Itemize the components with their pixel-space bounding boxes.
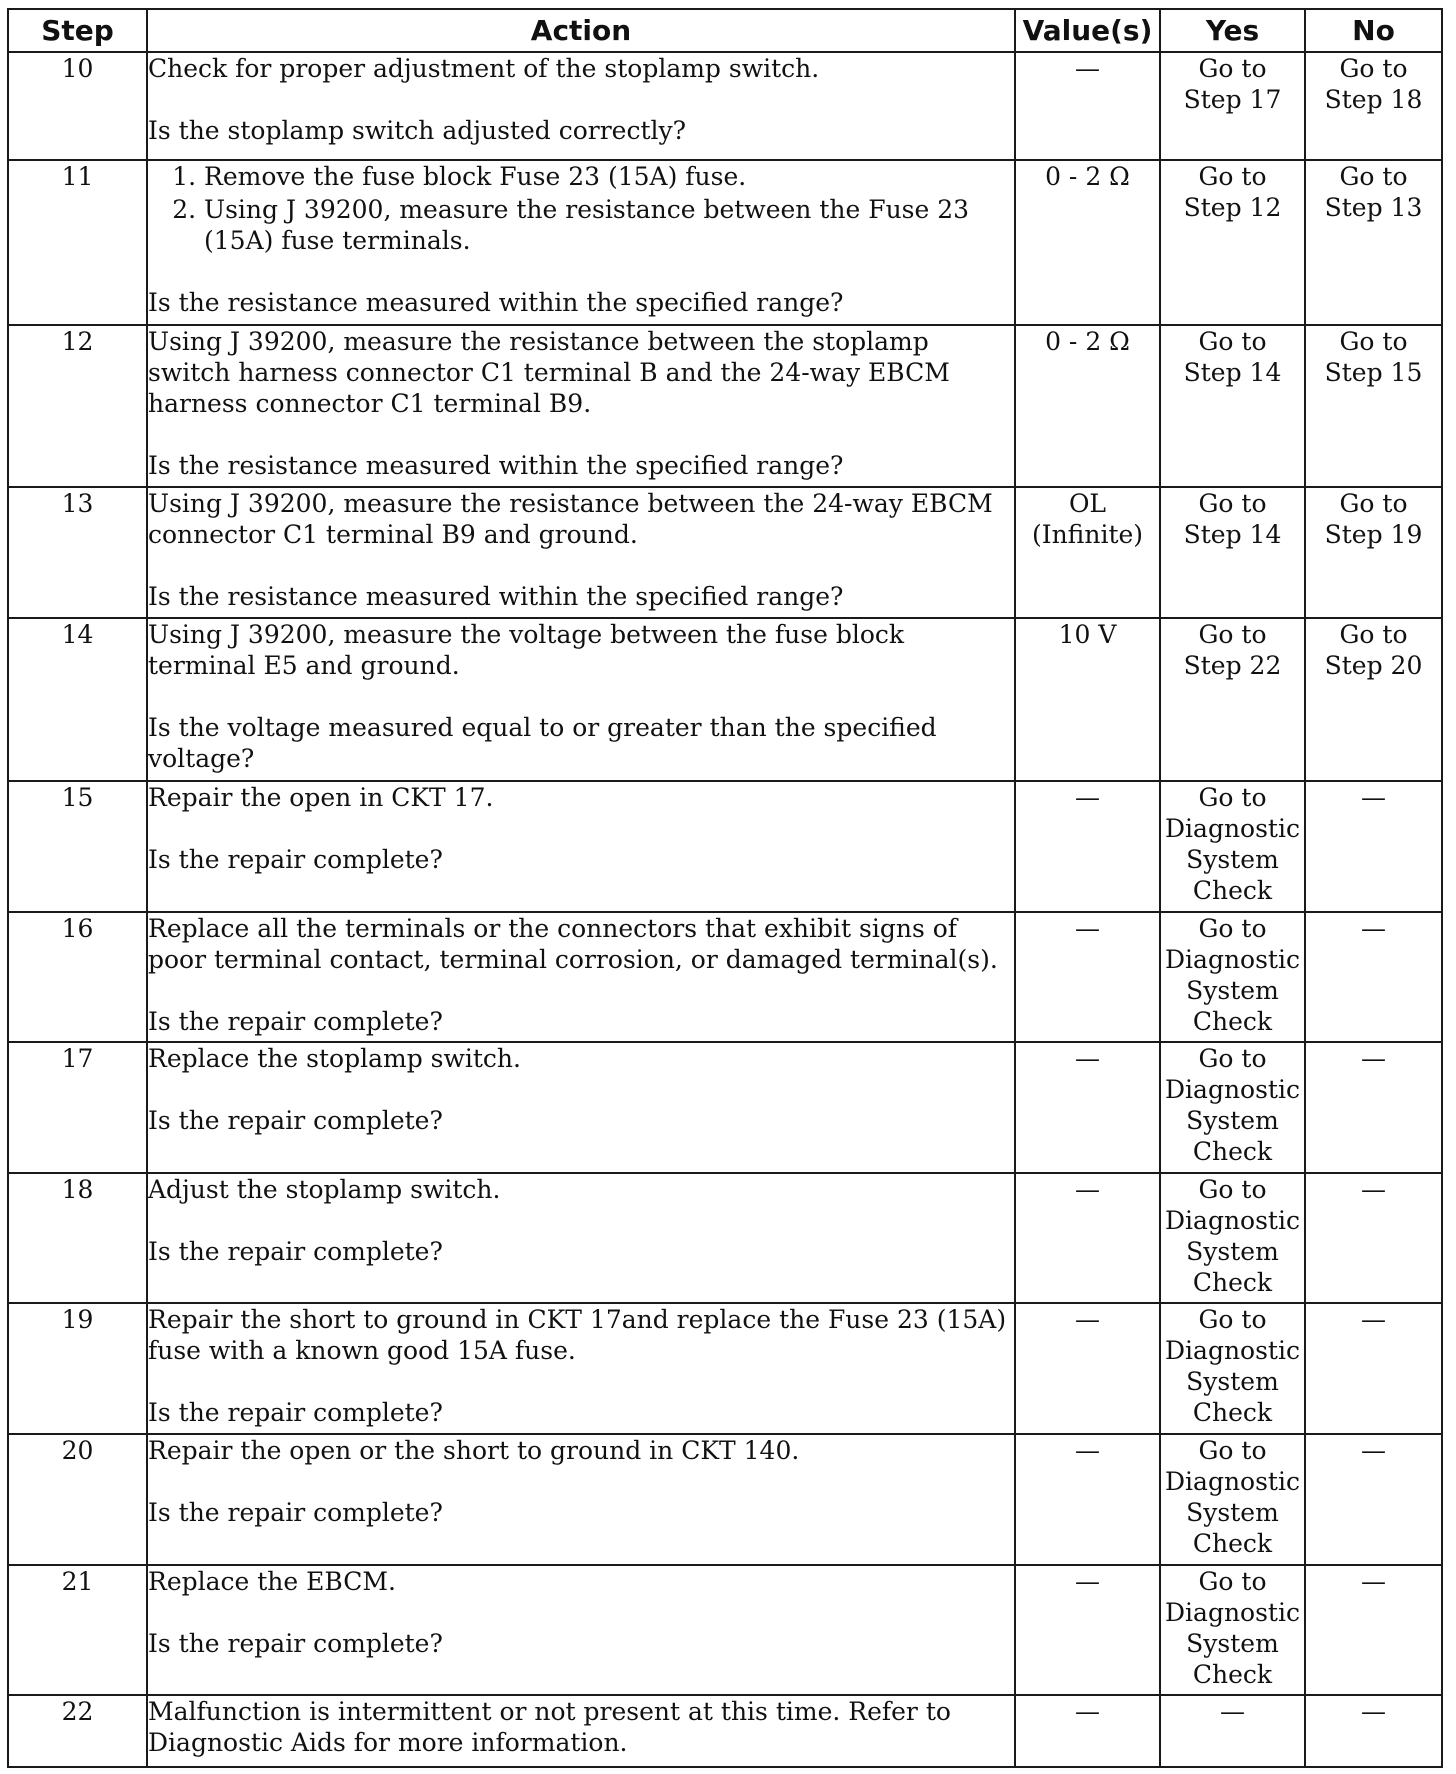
value-cell (1015, 52, 1160, 160)
action-cell (147, 618, 1015, 781)
header-yes: Yes (1160, 9, 1305, 52)
no-cell (1305, 912, 1442, 1043)
step-cell: 17 (8, 1042, 147, 1173)
value-cell-line: OL (1068, 489, 1107, 519)
yes-cell-line: Check (1192, 875, 1273, 905)
no-cell (1305, 1042, 1442, 1173)
yes-cell-line: Diagnostic (1165, 1075, 1300, 1105)
yes-cell-line: System (1186, 975, 1279, 1005)
yes-cell (1160, 1434, 1305, 1565)
value-cell-line: — (1075, 1697, 1100, 1727)
no-cell-line: Go to (1339, 161, 1408, 191)
value-cell (1015, 1042, 1160, 1173)
action-cell (147, 52, 1015, 160)
yes-cell-line: Step 14 (1183, 357, 1282, 387)
action-question: Is the repair complete? (148, 1006, 443, 1036)
yes-cell (1160, 52, 1305, 160)
no-cell-line: Go to (1339, 54, 1408, 83)
step-cell: 22 (8, 1695, 147, 1767)
step-cell: 18 (8, 1173, 147, 1304)
yes-cell (1160, 325, 1305, 488)
yes-cell-line: — (1220, 1697, 1245, 1727)
header-no: No (1305, 9, 1442, 52)
step-cell: 21 (8, 1565, 147, 1696)
action-question: Is the stoplamp switch adjusted correctly? (148, 116, 687, 145)
no-cell-line: — (1361, 1174, 1386, 1204)
no-cell-line: — (1361, 782, 1386, 812)
action-text: Using J 39200, measure the resistance between the stoplamp switch harness connector C1 terminal B and the 24-way EBCM harness connector C1 terminal B9. (148, 326, 950, 418)
table-row (8, 781, 1442, 912)
yes-cell (1160, 1173, 1305, 1304)
yes-cell-line: Diagnostic (1165, 813, 1300, 843)
table-row (8, 1173, 1442, 1304)
no-cell (1305, 1565, 1442, 1696)
step-cell: 11 (8, 160, 147, 325)
yes-cell (1160, 781, 1305, 912)
value-cell-line: — (1075, 913, 1100, 943)
yes-cell-line: Check (1192, 1659, 1273, 1689)
table-row (8, 487, 1442, 618)
no-cell-line: Go to (1339, 326, 1408, 356)
action-question: Is the repair complete? (148, 1628, 443, 1658)
yes-cell-line: Go to (1198, 1566, 1267, 1596)
action-text: Replace the EBCM. (148, 1566, 396, 1596)
yes-cell (1160, 618, 1305, 781)
yes-cell (1160, 1565, 1305, 1696)
action-text: Repair the short to ground in CKT 17and replace the Fuse 23 (15A) fuse with a known good 15A fuse. (148, 1305, 1007, 1366)
action-cell (147, 160, 1015, 325)
value-cell-line: 0 - 2 Ω (1045, 326, 1130, 356)
value-cell (1015, 487, 1160, 618)
no-cell-line: — (1361, 1697, 1386, 1727)
value-cell-line: — (1075, 1566, 1100, 1596)
no-cell (1305, 52, 1442, 160)
yes-cell-line: Diagnostic (1165, 944, 1300, 974)
yes-cell-line: Go to (1198, 54, 1267, 83)
value-cell (1015, 1434, 1160, 1565)
action-text: Repair the open in CKT 17. (148, 782, 494, 812)
no-cell-line: Step 13 (1324, 192, 1423, 222)
yes-cell-line: Go to (1198, 161, 1267, 191)
no-cell-line: Go to (1339, 489, 1408, 519)
yes-cell-line: Diagnostic (1165, 1205, 1300, 1235)
no-cell (1305, 618, 1442, 781)
yes-cell-line: Step 17 (1183, 85, 1282, 114)
table-row (8, 1042, 1442, 1173)
value-cell-line: — (1075, 1044, 1100, 1074)
yes-cell-line: Check (1192, 1529, 1273, 1559)
action-text: Malfunction is intermittent or not present at this time. Refer to Diagnostic Aids for more information. (148, 1697, 951, 1758)
value-cell-line: 0 - 2 Ω (1045, 161, 1130, 191)
no-cell-line: — (1361, 1305, 1386, 1335)
table-row (8, 618, 1442, 781)
yes-cell (1160, 487, 1305, 618)
yes-cell-line: Go to (1198, 326, 1267, 356)
yes-cell-line: System (1186, 844, 1279, 874)
action-text: Check for proper adjustment of the stoplamp switch. (148, 54, 820, 83)
header-row (8, 9, 1442, 52)
no-cell-line: — (1361, 1436, 1386, 1466)
action-cell (147, 325, 1015, 488)
no-cell-line: Go to (1339, 620, 1408, 650)
value-cell (1015, 781, 1160, 912)
value-cell (1015, 325, 1160, 488)
action-list-item: 1. Remove the fuse block Fuse 23 (15A) fuse. (204, 161, 1014, 192)
action-question: Is the repair complete? (148, 1106, 443, 1136)
action-cell (147, 1303, 1015, 1434)
yes-cell-line: Diagnostic (1165, 1336, 1300, 1366)
no-cell-line: Step 15 (1324, 357, 1423, 387)
action-question: Is the voltage measured equal to or greater than the specified voltage? (148, 713, 937, 774)
action-list-item: 2. Using J 39200, measure the resistance between the Fuse 23 (15A) fuse terminals. (204, 194, 1014, 256)
yes-cell-line: Diagnostic (1165, 1597, 1300, 1627)
no-cell-line: — (1361, 913, 1386, 943)
action-cell (147, 1042, 1015, 1173)
action-cell (147, 487, 1015, 618)
yes-cell (1160, 1303, 1305, 1434)
action-cell (147, 1695, 1015, 1767)
value-cell-line: (Infinite) (1031, 520, 1144, 550)
yes-cell-line: System (1186, 1106, 1279, 1136)
action-text: Using J 39200, measure the resistance between the 24-way EBCM connector C1 terminal B9 and ground. (148, 489, 993, 550)
yes-cell-line: Go to (1198, 782, 1267, 812)
value-cell (1015, 1303, 1160, 1434)
value-cell-line: — (1075, 1436, 1100, 1466)
yes-cell-line: Go to (1198, 913, 1267, 943)
yes-cell-line: Go to (1198, 489, 1267, 519)
value-cell-line: 10 V (1058, 620, 1117, 650)
yes-cell-line: System (1186, 1367, 1279, 1397)
no-cell (1305, 1695, 1442, 1767)
action-cell (147, 781, 1015, 912)
table-row (8, 52, 1442, 160)
action-cell (147, 912, 1015, 1043)
action-text: Replace all the terminals or the connectors that exhibit signs of poor terminal contact, terminal corrosion, or damaged terminal(s). (148, 913, 998, 974)
value-cell-line: — (1075, 54, 1100, 83)
yes-cell-line: System (1186, 1498, 1279, 1528)
action-cell (147, 1565, 1015, 1696)
action-question: Is the repair complete? (148, 844, 443, 874)
yes-cell-line: Step 12 (1183, 192, 1282, 222)
no-cell (1305, 1434, 1442, 1565)
no-cell (1305, 781, 1442, 912)
yes-cell-line: Step 22 (1183, 651, 1282, 681)
table-row (8, 160, 1442, 325)
table-row (8, 1303, 1442, 1434)
action-question: Is the resistance measured within the specified range? (148, 582, 844, 612)
yes-cell (1160, 160, 1305, 325)
action-cell (147, 1173, 1015, 1304)
yes-cell (1160, 1695, 1305, 1767)
action-text: Using J 39200, measure the voltage between the fuse block terminal E5 and ground. (148, 620, 905, 681)
value-cell (1015, 1173, 1160, 1304)
value-cell-line: — (1075, 1305, 1100, 1335)
value-cell (1015, 912, 1160, 1043)
value-cell (1015, 160, 1160, 325)
table-body (8, 52, 1442, 1767)
table-row (8, 1565, 1442, 1696)
no-cell (1305, 1173, 1442, 1304)
no-cell-line: — (1361, 1566, 1386, 1596)
diagnostic-table (7, 8, 1443, 1768)
action-question: Is the resistance measured within the specified range? (148, 287, 844, 317)
no-cell (1305, 160, 1442, 325)
yes-cell-line: Go to (1198, 1305, 1267, 1335)
action-question: Is the repair complete? (148, 1498, 443, 1528)
no-cell-line: — (1361, 1044, 1386, 1074)
step-cell: 14 (8, 618, 147, 781)
yes-cell-line: System (1186, 1236, 1279, 1266)
yes-cell-line: System (1186, 1628, 1279, 1658)
no-cell-line: Step 19 (1324, 520, 1423, 550)
no-cell-line: Step 20 (1324, 651, 1423, 681)
step-cell: 12 (8, 325, 147, 488)
step-cell: 10 (8, 52, 147, 160)
yes-cell (1160, 912, 1305, 1043)
table-row (8, 1434, 1442, 1565)
table-header (8, 9, 1442, 52)
action-text: Repair the open or the short to ground in CKT 140. (148, 1436, 800, 1466)
yes-cell (1160, 1042, 1305, 1173)
yes-cell-line: Go to (1198, 1436, 1267, 1466)
step-cell: 15 (8, 781, 147, 912)
table-row (8, 325, 1442, 488)
value-cell-line: — (1075, 1174, 1100, 1204)
yes-cell-line: Step 14 (1183, 520, 1282, 550)
yes-cell-line: Check (1192, 1137, 1273, 1167)
action-list (148, 161, 1014, 256)
yes-cell-line: Go to (1198, 1044, 1267, 1074)
no-cell (1305, 487, 1442, 618)
yes-cell-line: Go to (1198, 620, 1267, 650)
action-question: Is the resistance measured within the specified range? (148, 450, 844, 480)
header-action: Action (147, 9, 1015, 52)
value-cell (1015, 618, 1160, 781)
yes-cell-line: Check (1192, 1006, 1273, 1036)
value-cell (1015, 1695, 1160, 1767)
value-cell-line: — (1075, 782, 1100, 812)
no-cell (1305, 325, 1442, 488)
step-cell: 19 (8, 1303, 147, 1434)
yes-cell-line: Go to (1198, 1174, 1267, 1204)
step-cell: 16 (8, 912, 147, 1043)
step-cell: 20 (8, 1434, 147, 1565)
header-step: Step (8, 9, 147, 52)
action-text: Adjust the stoplamp switch. (148, 1174, 501, 1204)
action-text: Replace the stoplamp switch. (148, 1044, 521, 1074)
step-cell: 13 (8, 487, 147, 618)
action-question: Is the repair complete? (148, 1236, 443, 1266)
table-row (8, 912, 1442, 1043)
action-cell (147, 1434, 1015, 1565)
no-cell-line: Step 18 (1324, 85, 1423, 114)
header-values: Value(s) (1015, 9, 1160, 52)
table-row (8, 1695, 1442, 1767)
yes-cell-line: Diagnostic (1165, 1467, 1300, 1497)
value-cell (1015, 1565, 1160, 1696)
yes-cell-line: Check (1192, 1398, 1273, 1428)
action-question: Is the repair complete? (148, 1398, 443, 1428)
yes-cell-line: Check (1192, 1267, 1273, 1297)
no-cell (1305, 1303, 1442, 1434)
